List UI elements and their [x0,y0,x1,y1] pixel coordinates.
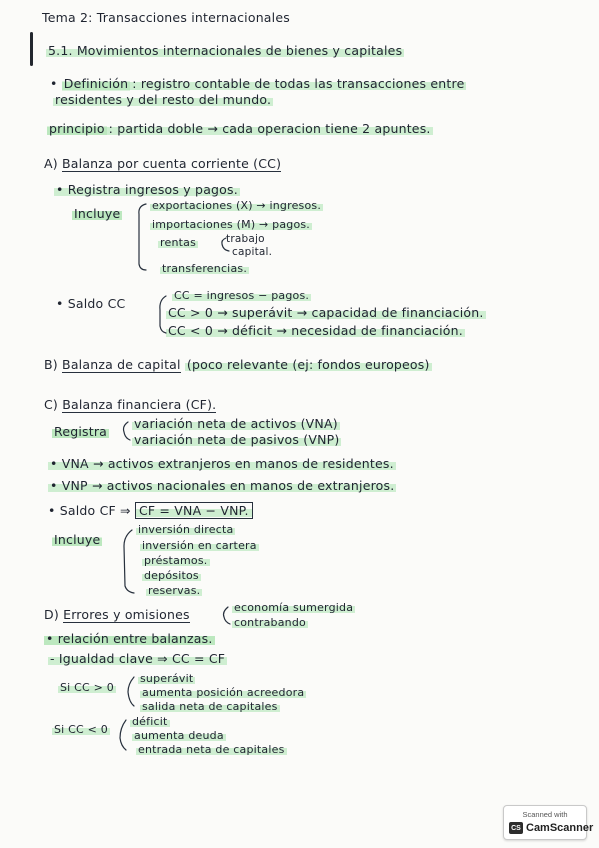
errores-item-contrabando [232,616,308,629]
registra-vna-text: variación neta de activos (VNA) [134,416,338,431]
cc-item-importaciones-text: importaciones (M) → pagos. [152,218,311,231]
vnp-line-text: • VNP → activos nacionales en manos de extranjeros. [50,478,395,493]
cf-item-prestamos-text: préstamos. [144,554,208,567]
registra-vna [132,416,340,431]
heading-letter: B) [44,357,58,372]
camscanner-logo-row [509,821,593,835]
cf-incluye-label-text: Incluye [54,532,101,547]
registra-label-text: Registra [54,424,108,439]
section-heading-text: 5.1. Movimientos internacionales de bienes y capitales [48,43,403,58]
errores-item-economia [232,601,355,614]
definicion-line-1 [50,76,466,91]
registra-ingresos-pagos: • Registra ingresos y pagos. [56,182,238,197]
cf-item-depositos-text: depósitos [144,569,199,582]
balanza-cc-heading [44,156,281,171]
cc-negative-label-text: Si CC < 0 [54,723,108,736]
relacion-igualdad [48,651,227,666]
heading-letter: D) [44,607,59,622]
brace-cc-incluye [139,204,146,270]
saldo-cc-positive [166,305,486,320]
definicion-line-2 [53,92,273,107]
balanza-capital-note: (poco relevante (ej: fondos europeos) [186,357,430,372]
brace-errores [224,607,231,624]
errores-title: Errores y omisiones [63,607,190,622]
cc-negative-item-2-text: aumenta deuda [134,729,224,742]
cc-negative-item-1 [130,715,170,728]
brace-registra [124,422,131,440]
cc-positive-label [58,681,116,694]
relacion-heading [44,631,215,646]
heading-letter: C) [44,397,59,412]
saldo-cc-negative [166,323,465,338]
definicion-text-1: : registro contable de todas las transacciones entre [132,76,465,91]
saldo-cf-formula: CF = VNA − VNP. [135,502,253,519]
cc-item-transferencias [160,262,249,275]
rentas-trabajo: trabajo [226,233,265,245]
errores-item-contrabando-text: contrabando [234,616,306,629]
camscanner-badge [503,805,594,840]
margin-mark [30,32,33,66]
rentas-capital: capital. [232,246,273,258]
cf-item-depositos [142,569,201,582]
cf-item-prestamos [142,554,210,567]
saldo-cc-formula [172,289,311,302]
cc-item-exportaciones [150,199,323,212]
definicion-label: Definición [63,76,129,91]
cc-item-rentas [158,236,198,249]
cc-positive-item-3-text: salida neta de capitales [142,700,278,713]
cc-positive-item-2 [140,686,306,699]
cc-positive-label-text: Si CC > 0 [60,681,114,694]
principio-line [47,121,433,136]
cf-item-inversion-directa [136,523,235,536]
cf-incluye-label [52,532,102,547]
cc-positive-item-2-text: aumenta posición acreedora [142,686,305,699]
cf-item-inversion-cartera-text: inversión en cartera [142,539,257,552]
cc-negative-item-2 [132,729,226,742]
cc-item-importaciones [150,218,312,231]
cc-item-transferencias-text: transferencias. [162,262,248,275]
saldo-cc-positive-text: CC > 0 → superávit → capacidad de financiación. [168,305,484,320]
incluye-label-text: Incluye [74,206,121,221]
cc-positive-item-3 [140,700,280,713]
camscanner-name: CamScanner [526,822,594,834]
principio-text: : partida doble → cada operacion tiene 2 apuntes. [108,121,431,136]
balanza-cc-bullet [54,182,240,197]
incluye-label [72,206,122,221]
cc-positive-item-1-text: superávit [140,672,194,685]
relacion-heading-text: • relación entre balanzas. [46,631,213,646]
brace-cf-incluye [124,530,134,593]
brace-cc-negative [120,720,126,750]
cc-negative-label [52,723,110,736]
cc-item-exportaciones-text: exportaciones (X) → ingresos. [152,199,322,212]
vnp-line [48,478,396,493]
definicion-text-2: residentes y del resto del mundo. [55,92,272,107]
cf-item-inversion-cartera [140,539,259,552]
errores-heading [44,607,190,622]
cc-positive-item-1 [138,672,195,685]
balanza-capital-heading [44,357,432,372]
bullet: • [50,76,58,91]
saldo-cc-formula-text: CC = ingresos − pagos. [174,289,310,302]
saldo-cf-line [48,503,253,518]
registra-vnp [132,432,341,447]
section-heading [46,43,404,58]
saldo-cc-label: • Saldo CC [56,296,126,311]
brace-cc-positive [128,677,134,706]
vna-line-text: • VNA → activos extranjeros en manos de residentes. [50,456,394,471]
principio-label: principio [49,121,105,136]
balanza-cc-title: Balanza por cuenta corriente (CC) [62,156,282,171]
registra-vnp-text: variación neta de pasivos (VNP) [134,432,340,447]
saldo-cf-prefix: • Saldo CF ⇒ [48,503,131,518]
registra-label [52,424,109,439]
vna-line [48,456,396,471]
cc-negative-item-3-text: entrada neta de capitales [138,743,285,756]
cf-item-reservas [146,584,202,597]
cc-item-rentas-text: rentas [160,236,197,249]
balanza-capital-title: Balanza de capital [62,357,181,372]
scanned-with-label: Scanned with [522,810,568,819]
page-title: Tema 2: Transacciones internacionales [42,10,290,25]
cf-item-inversion-directa-text: inversión directa [138,523,234,536]
relacion-igualdad-text: - Igualdad clave ⇒ CC = CF [50,651,226,666]
camscanner-logo-icon: CS [509,822,523,834]
saldo-cc-negative-text: CC < 0 → déficit → necesidad de financiación. [168,323,463,338]
cc-negative-item-3 [136,743,287,756]
cc-negative-item-1-text: déficit [132,715,168,728]
balanza-financiera-heading [44,397,216,412]
balanza-financiera-title: Balanza financiera (CF). [62,397,217,412]
heading-letter: A) [44,156,58,171]
cf-item-reservas-text: reservas. [148,584,201,597]
errores-item-economia-text: economía sumergida [234,601,354,614]
